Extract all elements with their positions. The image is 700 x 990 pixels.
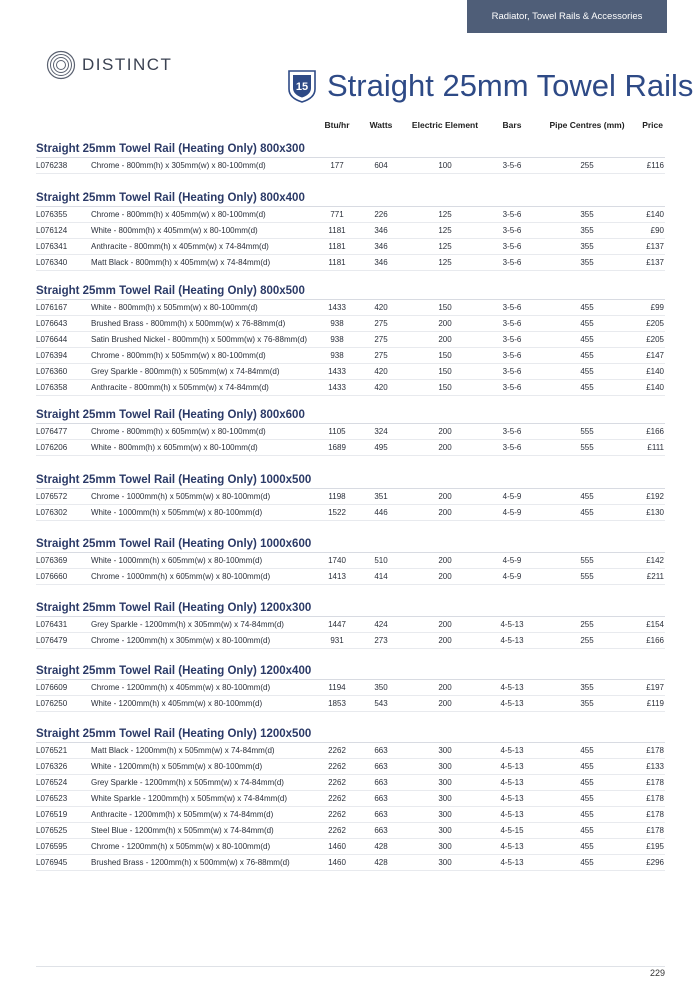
cell-code: L076394: [36, 351, 68, 360]
cell-watts: 428: [374, 842, 388, 851]
cell-pipe: 455: [580, 778, 594, 787]
cell-element: 150: [438, 303, 452, 312]
cell-code: L076945: [36, 858, 68, 867]
cell-pipe: 355: [580, 226, 594, 235]
cell-element: 300: [438, 778, 452, 787]
cell-bars: 4-5-9: [502, 556, 522, 565]
cell-code: L076572: [36, 492, 68, 501]
table-row: [36, 239, 665, 255]
cell-element: 300: [438, 794, 452, 803]
product-section: [36, 408, 665, 456]
cell-pipe: 555: [580, 443, 594, 452]
header-btu: Btu/hr: [324, 120, 350, 130]
cell-bars: 3-5-6: [502, 210, 522, 219]
table-row: [36, 505, 665, 521]
section-title: Straight 25mm Towel Rail (Heating Only) 1200x500: [36, 728, 312, 740]
cell-btu: 1522: [328, 508, 346, 517]
cell-element: 200: [438, 335, 452, 344]
cell-pipe: 455: [580, 335, 594, 344]
cell-watts: 663: [374, 778, 388, 787]
cell-btu: 771: [330, 210, 344, 219]
cell-bars: 4-5-9: [502, 572, 522, 581]
cell-price: £90: [650, 226, 664, 235]
cell-pipe: 455: [580, 319, 594, 328]
cell-pipe: 555: [580, 572, 594, 581]
cell-desc: White - 800mm(h) x 405mm(w) x 80-100mm(d): [91, 226, 258, 235]
table-row: [36, 569, 665, 585]
cell-pipe: 455: [580, 303, 594, 312]
cell-price: £119: [646, 699, 664, 708]
cell-desc: Chrome - 800mm(h) x 605mm(w) x 80-100mm(d): [91, 427, 266, 436]
cell-code: L076206: [36, 443, 68, 452]
product-section: [36, 537, 665, 585]
cell-price: £166: [646, 427, 664, 436]
cell-code: L076479: [36, 636, 68, 645]
table-row: [36, 807, 665, 823]
cell-btu: 2262: [328, 778, 346, 787]
cell-code: L076477: [36, 427, 68, 436]
cell-pipe: 555: [580, 556, 594, 565]
product-section: [36, 727, 665, 871]
product-section: [36, 142, 665, 174]
page-number: 229: [649, 968, 665, 978]
cell-desc: White - 1000mm(h) x 505mm(w) x 80-100mm(d): [91, 508, 263, 517]
brand-logo: [46, 50, 172, 80]
cell-element: 125: [438, 210, 452, 219]
cell-btu: 1460: [328, 858, 346, 867]
cell-watts: 273: [374, 636, 388, 645]
header-watts: Watts: [369, 120, 393, 130]
product-section: [36, 284, 665, 396]
cell-price: £195: [646, 842, 664, 851]
cell-price: £111: [647, 443, 664, 452]
cell-bars: 3-5-6: [502, 367, 522, 376]
cell-watts: 351: [374, 492, 388, 501]
product-section: [36, 473, 665, 521]
product-section: [36, 191, 665, 271]
cell-code: L076521: [36, 746, 68, 755]
cell-btu: 1433: [328, 367, 346, 376]
cell-desc: Grey Sparkle - 1200mm(h) x 305mm(w) x 74-84mm(d): [91, 620, 284, 629]
product-section: [36, 601, 665, 649]
cell-desc: White - 800mm(h) x 505mm(w) x 80-100mm(d): [91, 303, 258, 312]
cell-code: L076523: [36, 794, 68, 803]
cell-price: £178: [646, 810, 664, 819]
cell-element: 300: [438, 762, 452, 771]
cell-watts: 510: [374, 556, 388, 565]
header-pipe-centres: Pipe Centres (mm): [549, 120, 625, 130]
table-row: [36, 680, 665, 696]
table-row: [36, 823, 665, 839]
cell-pipe: 455: [580, 383, 594, 392]
cell-watts: 495: [374, 443, 388, 452]
cell-watts: 446: [374, 508, 388, 517]
cell-pipe: 255: [580, 636, 594, 645]
cell-btu: 938: [330, 319, 344, 328]
cell-watts: 350: [374, 683, 388, 692]
table-row: [36, 348, 665, 364]
cell-btu: 1181: [328, 242, 346, 251]
cell-bars: 4-5-13: [500, 842, 524, 851]
cell-bars: 4-5-13: [500, 794, 524, 803]
cell-desc: Chrome - 800mm(h) x 505mm(w) x 80-100mm(d): [91, 351, 266, 360]
cell-pipe: 455: [580, 842, 594, 851]
cell-bars: 3-5-6: [502, 226, 522, 235]
cell-desc: Chrome - 1000mm(h) x 605mm(w) x 80-100mm(d): [91, 572, 271, 581]
cell-element: 200: [438, 683, 452, 692]
cell-element: 200: [438, 699, 452, 708]
cell-desc: Anthracite - 800mm(h) x 505mm(w) x 74-84mm(d): [91, 383, 269, 392]
cell-btu: 1460: [328, 842, 346, 851]
cell-desc: Anthracite - 1200mm(h) x 505mm(w) x 74-84mm(d): [91, 810, 274, 819]
cell-desc: Chrome - 1200mm(h) x 305mm(w) x 80-100mm(d): [91, 636, 271, 645]
cell-btu: 1198: [328, 492, 346, 501]
cell-code: L076358: [36, 383, 68, 392]
header-bars: Bars: [502, 120, 522, 130]
cell-bars: 3-5-6: [502, 161, 522, 170]
cell-price: £205: [646, 335, 664, 344]
table-row: [36, 489, 665, 505]
cell-desc: Chrome - 800mm(h) x 405mm(w) x 80-100mm(d): [91, 210, 266, 219]
cell-watts: 346: [374, 242, 388, 251]
cell-btu: 931: [330, 636, 344, 645]
cell-desc: Grey Sparkle - 1200mm(h) x 505mm(w) x 74-84mm(d): [91, 778, 284, 787]
cell-desc: Brushed Brass - 800mm(h) x 500mm(w) x 76-88mm(d): [91, 319, 286, 328]
section-title: Straight 25mm Towel Rail (Heating Only) 800x400: [36, 192, 305, 204]
section-title: Straight 25mm Towel Rail (Heating Only) 1000x600: [36, 538, 312, 550]
cell-desc: Chrome - 1000mm(h) x 505mm(w) x 80-100mm(d): [91, 492, 271, 501]
cell-price: £133: [646, 762, 664, 771]
cell-price: £296: [646, 858, 664, 867]
cell-bars: 4-5-13: [500, 636, 524, 645]
cell-btu: 1433: [328, 303, 346, 312]
cell-price: £140: [646, 367, 664, 376]
cell-btu: 1689: [328, 443, 346, 452]
cell-element: 150: [438, 367, 452, 376]
cell-pipe: 455: [580, 858, 594, 867]
cell-btu: 1853: [328, 699, 346, 708]
page-title: Straight 25mm Towel Rails: [327, 68, 694, 103]
cell-desc: Brushed Brass - 1200mm(h) x 500mm(w) x 76-88mm(d): [91, 858, 290, 867]
cell-element: 300: [438, 826, 452, 835]
cell-bars: 3-5-6: [502, 427, 522, 436]
cell-bars: 4-5-13: [500, 810, 524, 819]
cell-code: L076431: [36, 620, 68, 629]
badge-number: 15: [295, 81, 309, 93]
cell-watts: 346: [374, 258, 388, 267]
cell-bars: 4-5-13: [500, 620, 524, 629]
cell-bars: 3-5-6: [502, 242, 522, 251]
cell-element: 200: [438, 572, 452, 581]
cell-element: 200: [438, 508, 452, 517]
cell-price: £140: [646, 383, 664, 392]
cell-watts: 663: [374, 762, 388, 771]
cell-code: L076360: [36, 367, 68, 376]
cell-bars: 4-5-13: [500, 858, 524, 867]
section-title: Straight 25mm Towel Rail (Heating Only) 800x300: [36, 143, 305, 155]
cell-bars: 4-5-9: [502, 492, 522, 501]
cell-code: L076519: [36, 810, 68, 819]
cell-bars: 3-5-6: [502, 303, 522, 312]
cell-watts: 428: [374, 858, 388, 867]
cell-watts: 324: [374, 427, 388, 436]
cell-desc: Steel Blue - 1200mm(h) x 505mm(w) x 74-84mm(d): [91, 826, 274, 835]
cell-bars: 4-5-13: [500, 683, 524, 692]
cell-price: £178: [646, 778, 664, 787]
cell-btu: 2262: [328, 826, 346, 835]
cell-watts: 226: [374, 210, 388, 219]
cell-code: L076595: [36, 842, 68, 851]
cell-btu: 2262: [328, 746, 346, 755]
table-row: [36, 300, 665, 316]
cell-element: 125: [438, 226, 452, 235]
product-section: [36, 664, 665, 712]
cell-btu: 1181: [328, 258, 346, 267]
cell-watts: 420: [374, 367, 388, 376]
cell-btu: 1447: [328, 620, 346, 629]
table-row: [36, 316, 665, 332]
cell-pipe: 355: [580, 683, 594, 692]
cell-element: 200: [438, 319, 452, 328]
header-price: Price: [642, 120, 663, 130]
cell-desc: Satin Brushed Nickel - 800mm(h) x 500mm(w) x 76-88mm(d): [91, 335, 308, 344]
cell-element: 150: [438, 351, 452, 360]
cell-pipe: 455: [580, 746, 594, 755]
cell-pipe: 455: [580, 508, 594, 517]
cell-bars: 3-5-6: [502, 335, 522, 344]
cell-btu: 1413: [328, 572, 346, 581]
footer-divider: [36, 966, 665, 967]
cell-pipe: 455: [580, 826, 594, 835]
cell-price: £147: [646, 351, 664, 360]
cell-pipe: 455: [580, 762, 594, 771]
table-row: [36, 380, 665, 396]
cell-pipe: 555: [580, 427, 594, 436]
cell-btu: 1433: [328, 383, 346, 392]
table-row: [36, 617, 665, 633]
section-title: Straight 25mm Towel Rail (Heating Only) 1200x400: [36, 665, 312, 677]
cell-bars: 3-5-6: [502, 319, 522, 328]
cell-price: £205: [646, 319, 664, 328]
cell-price: £192: [646, 492, 664, 501]
cell-price: £99: [650, 303, 664, 312]
cell-bars: 3-5-6: [502, 383, 522, 392]
section-title: Straight 25mm Towel Rail (Heating Only) 1000x500: [36, 474, 312, 486]
cell-watts: 414: [374, 572, 388, 581]
cell-watts: 604: [374, 161, 388, 170]
cell-element: 200: [438, 620, 452, 629]
cell-price: £197: [646, 683, 664, 692]
table-row: [36, 364, 665, 380]
cell-bars: 4-5-13: [500, 778, 524, 787]
cell-element: 100: [438, 161, 452, 170]
cell-pipe: 455: [580, 367, 594, 376]
cell-desc: White Sparkle - 1200mm(h) x 505mm(w) x 74-84mm(d): [91, 794, 288, 803]
cell-btu: 1105: [328, 427, 346, 436]
table-row: [36, 207, 665, 223]
cell-pipe: 255: [580, 620, 594, 629]
cell-watts: 420: [374, 303, 388, 312]
cell-btu: 938: [330, 351, 344, 360]
table-row: [36, 775, 665, 791]
cell-watts: 346: [374, 226, 388, 235]
table-row: [36, 424, 665, 440]
cell-price: £130: [646, 508, 664, 517]
cell-price: £166: [646, 636, 664, 645]
cell-watts: 275: [374, 319, 388, 328]
cell-bars: 4-5-13: [500, 699, 524, 708]
cell-pipe: 455: [580, 794, 594, 803]
table-row: [36, 696, 665, 712]
cell-watts: 663: [374, 810, 388, 819]
cell-code: L076124: [36, 226, 68, 235]
cell-watts: 275: [374, 351, 388, 360]
cell-element: 300: [438, 746, 452, 755]
cell-btu: 2262: [328, 762, 346, 771]
cell-watts: 663: [374, 826, 388, 835]
brand-name: DISTINCT: [82, 55, 173, 74]
header-electric-element: Electric Element: [411, 120, 479, 130]
cell-bars: 4-5-9: [502, 508, 522, 517]
cell-pipe: 355: [580, 210, 594, 219]
cell-code: L076341: [36, 242, 68, 251]
table-row: [36, 440, 665, 456]
cell-pipe: 355: [580, 699, 594, 708]
section-title: Straight 25mm Towel Rail (Heating Only) 1200x300: [36, 602, 312, 614]
cell-desc: Chrome - 1200mm(h) x 405mm(w) x 80-100mm(d): [91, 683, 271, 692]
cell-desc: Chrome - 800mm(h) x 305mm(w) x 80-100mm(d): [91, 161, 266, 170]
cell-watts: 275: [374, 335, 388, 344]
cell-btu: 177: [330, 161, 344, 170]
table-row: [36, 743, 665, 759]
cell-element: 300: [438, 842, 452, 851]
table-row: [36, 759, 665, 775]
cell-code: L076643: [36, 319, 68, 328]
cell-bars: 4-5-13: [500, 762, 524, 771]
cell-code: L076326: [36, 762, 68, 771]
cell-bars: 4-5-15: [500, 826, 524, 835]
cell-code: L076302: [36, 508, 68, 517]
cell-desc: Chrome - 1200mm(h) x 505mm(w) x 80-100mm(d): [91, 842, 271, 851]
table-row: [36, 855, 665, 871]
cell-element: 300: [438, 858, 452, 867]
cell-code: L076644: [36, 335, 68, 344]
shield-badge-icon: [287, 69, 317, 103]
cell-bars: 4-5-13: [500, 746, 524, 755]
cell-price: £211: [646, 572, 664, 581]
cell-pipe: 455: [580, 492, 594, 501]
cell-price: £178: [646, 826, 664, 835]
cell-watts: 543: [374, 699, 388, 708]
cell-btu: 2262: [328, 810, 346, 819]
cell-btu: 1181: [328, 226, 346, 235]
table-row: [36, 158, 665, 174]
cell-watts: 663: [374, 746, 388, 755]
cell-price: £137: [646, 242, 664, 251]
cell-code: L076609: [36, 683, 68, 692]
cell-code: L076369: [36, 556, 68, 565]
cell-watts: 424: [374, 620, 388, 629]
cell-price: £116: [646, 161, 664, 170]
cell-code: L076250: [36, 699, 68, 708]
section-tab: Radiator, Towel Rails & Accessories: [467, 0, 667, 33]
table-row: [36, 633, 665, 649]
cell-price: £154: [646, 620, 664, 629]
table-row: [36, 839, 665, 855]
cell-element: 200: [438, 556, 452, 565]
cell-pipe: 455: [580, 351, 594, 360]
cell-price: £178: [646, 794, 664, 803]
table-row: [36, 553, 665, 569]
cell-code: L076167: [36, 303, 68, 312]
cell-watts: 663: [374, 794, 388, 803]
cell-btu: 938: [330, 335, 344, 344]
cell-code: L076525: [36, 826, 68, 835]
section-title: Straight 25mm Towel Rail (Heating Only) 800x500: [36, 285, 305, 297]
cell-btu: 2262: [328, 794, 346, 803]
cell-bars: 3-5-6: [502, 258, 522, 267]
cell-element: 200: [438, 443, 452, 452]
cell-element: 200: [438, 636, 452, 645]
cell-element: 125: [438, 258, 452, 267]
cell-bars: 3-5-6: [502, 351, 522, 360]
cell-desc: Grey Sparkle - 800mm(h) x 505mm(w) x 74-84mm(d): [91, 367, 280, 376]
cell-desc: White - 1200mm(h) x 505mm(w) x 80-100mm(d): [91, 762, 263, 771]
cell-code: L076660: [36, 572, 68, 581]
page-header: [287, 68, 693, 104]
cell-code: L076238: [36, 161, 68, 170]
cell-pipe: 455: [580, 810, 594, 819]
cell-price: £142: [646, 556, 664, 565]
cell-btu: 1740: [328, 556, 346, 565]
cell-element: 300: [438, 810, 452, 819]
cell-code: L076340: [36, 258, 68, 267]
cell-watts: 420: [374, 383, 388, 392]
cell-element: 200: [438, 427, 452, 436]
cell-desc: Anthracite - 800mm(h) x 405mm(w) x 74-84mm(d): [91, 242, 269, 251]
section-title: Straight 25mm Towel Rail (Heating Only) 800x600: [36, 409, 305, 421]
cell-element: 150: [438, 383, 452, 392]
cell-element: 125: [438, 242, 452, 251]
cell-desc: White - 1000mm(h) x 605mm(w) x 80-100mm(d): [91, 556, 263, 565]
cell-pipe: 355: [580, 242, 594, 251]
cell-element: 200: [438, 492, 452, 501]
cell-bars: 3-5-6: [502, 443, 522, 452]
cell-price: £140: [646, 210, 664, 219]
cell-code: L076355: [36, 210, 68, 219]
table-row: [36, 255, 665, 271]
table-row: [36, 332, 665, 348]
cell-pipe: 255: [580, 161, 594, 170]
table-row: [36, 223, 665, 239]
cell-price: £178: [646, 746, 664, 755]
cell-desc: White - 800mm(h) x 605mm(w) x 80-100mm(d): [91, 443, 258, 452]
distinct-logo-icon: [46, 50, 76, 80]
cell-code: L076524: [36, 778, 68, 787]
cell-btu: 1194: [328, 683, 346, 692]
cell-desc: Matt Black - 1200mm(h) x 505mm(w) x 74-84mm(d): [91, 746, 275, 755]
table-row: [36, 791, 665, 807]
cell-price: £137: [646, 258, 664, 267]
cell-desc: White - 1200mm(h) x 405mm(w) x 80-100mm(d): [91, 699, 263, 708]
cell-pipe: 355: [580, 258, 594, 267]
cell-desc: Matt Black - 800mm(h) x 405mm(w) x 74-84mm(d): [91, 258, 271, 267]
